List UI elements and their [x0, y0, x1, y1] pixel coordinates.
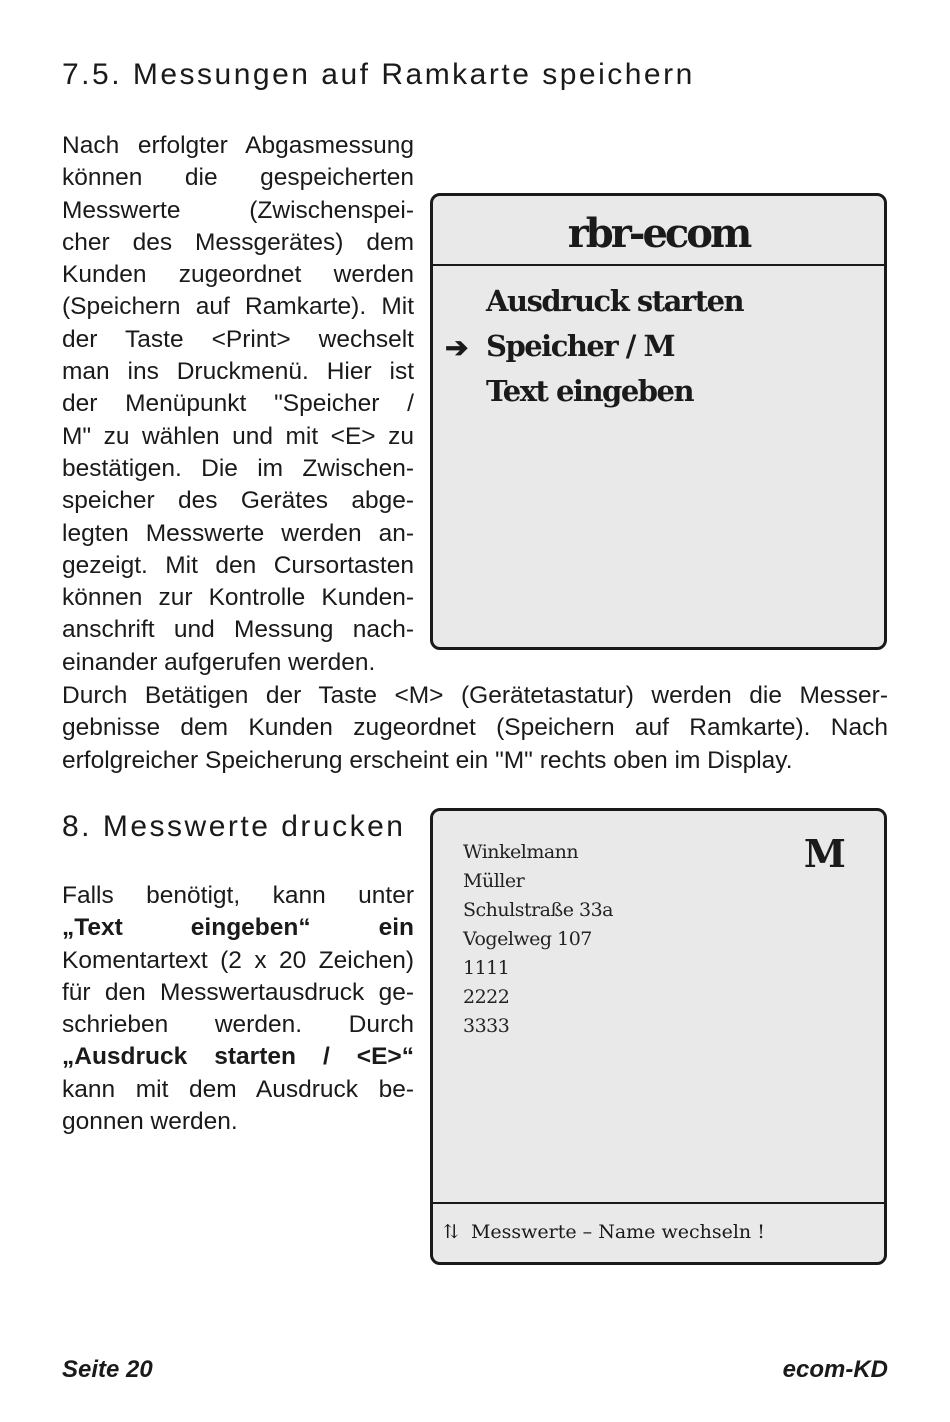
display-row: 3333 — [463, 1015, 510, 1037]
text-line: Kunden zugeordnet werden — [62, 261, 414, 289]
text-line: gonnen werden. — [62, 1108, 238, 1136]
text-line: M" zu wählen und mit <E> zu — [62, 422, 414, 450]
text-line: cher des Messgerätes) dem — [62, 228, 414, 256]
text-line: anschrift und Messung nach- — [62, 616, 414, 644]
section-7-5-full-text — [62, 680, 888, 777]
text-line: Falls benötigt, kann unter — [62, 882, 414, 909]
saved-indicator-badge: M — [803, 831, 846, 876]
text-line: Nach erfolgter Abgasmessung — [62, 132, 414, 159]
document-title: ecom-KD — [782, 1356, 888, 1383]
section-7-5-column-text — [62, 130, 414, 679]
menu-item-text-eingeben[interactable]: Text eingeben — [486, 374, 694, 408]
display-row: Müller — [463, 870, 525, 892]
display-row: Schulstraße 33a — [463, 899, 613, 921]
text-line: legten Messwerte werden an- — [62, 519, 414, 547]
device-display-measurements — [430, 808, 887, 1265]
text-line: können die gespeicherten — [62, 164, 414, 192]
display-row: Winkelmann — [463, 841, 579, 863]
text-line: „Text eingeben“ ein — [62, 914, 414, 942]
menu-item-speicher-m[interactable]: Speicher / M — [486, 329, 675, 363]
up-down-arrows-icon: ⇅ — [443, 1221, 459, 1243]
text-line: Durch Betätigen der Taste <M> (Gerätetastatur) werden die Messer- — [62, 682, 888, 709]
text-line: man ins Druckmenü. Hier ist — [62, 358, 414, 386]
text-line: (Speichern auf Ramkarte). Mit — [62, 293, 414, 321]
text-line: der Menüpunkt "Speicher / — [62, 390, 414, 418]
text-line: „Ausdruck starten / <E>“ — [62, 1043, 414, 1071]
text-line: der Taste <Print> wechselt — [62, 325, 414, 353]
section-heading-7-5: 7.5. Messungen auf Ramkarte speichern — [62, 58, 695, 91]
display-row: Vogelweg 107 — [463, 928, 592, 950]
text-line: einander aufgerufen werden. — [62, 648, 376, 676]
menu-item-ausdruck-starten[interactable]: Ausdruck starten — [486, 284, 744, 318]
device-display-print-menu — [430, 193, 887, 650]
text-line: gezeigt. Mit den Cursortasten — [62, 551, 414, 579]
text-line: gebnisse dem Kunden zugeordnet (Speichern auf Ramkarte). Nach — [62, 714, 888, 742]
selection-arrow-icon: ➔ — [445, 332, 469, 363]
text-line: erfolgreicher Speicherung erscheint ein "M" rechts oben im Display. — [62, 746, 793, 774]
status-text: Messwerte – Name wechseln ! — [470, 1221, 765, 1243]
section-8-column-text — [62, 880, 414, 1138]
text-line: Messwerte (Zwischenspei- — [62, 196, 414, 224]
text-line: speicher des Gerätes abge- — [62, 487, 414, 515]
text-line: für den Messwertausdruck ge- — [62, 978, 414, 1006]
display-row: 1111 — [463, 957, 510, 979]
display-title: rbr-ecom — [433, 208, 884, 266]
page-number: Seite 20 — [62, 1356, 153, 1383]
text-line: schrieben werden. Durch — [62, 1011, 414, 1039]
display-status-bar — [433, 1202, 884, 1262]
text-line: Komentartext (2 x 20 Zeichen) — [62, 946, 414, 974]
display-row: 2222 — [463, 986, 510, 1008]
text-line: können zur Kontrolle Kunden- — [62, 584, 414, 612]
text-line: kann mit dem Ausdruck be- — [62, 1075, 414, 1103]
text-line: bestätigen. Die im Zwischen- — [62, 454, 414, 482]
section-heading-8: 8. Messwerte drucken — [62, 810, 406, 843]
